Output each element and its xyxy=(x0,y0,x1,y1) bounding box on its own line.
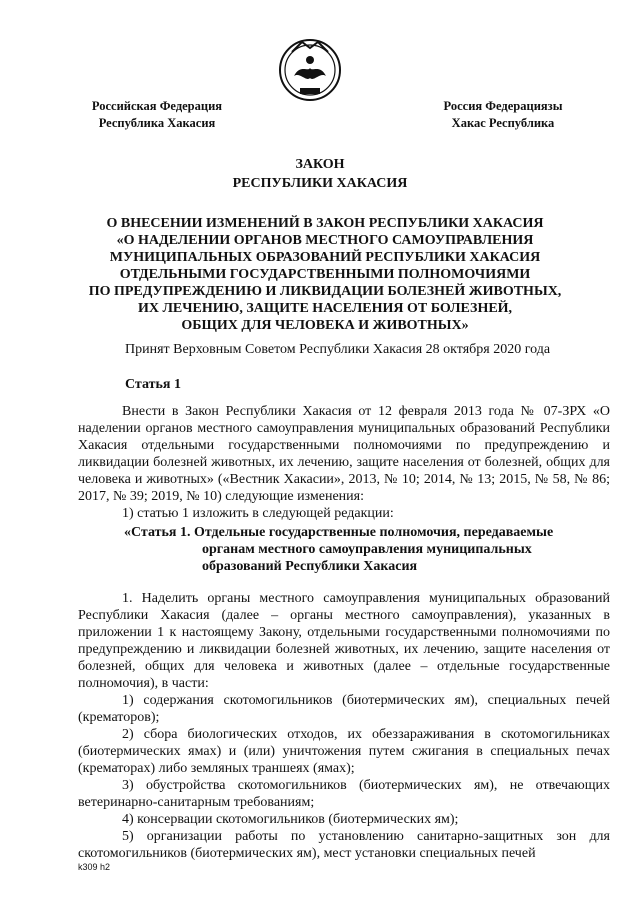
subject-line: МУНИЦИПАЛЬНЫХ ОБРАЗОВАНИЙ РЕСПУБЛИКИ ХАКАСИЯ xyxy=(109,250,541,265)
article-1-heading: Статья 1 xyxy=(125,377,181,392)
subject-line: ОТДЕЛЬНЫМИ ГОСУДАРСТВЕННЫМИ ПОЛНОМОЧИЯМИ xyxy=(119,267,531,282)
document-code: k309 h2 xyxy=(78,862,111,872)
new-article-heading-line: «Статья 1. Отдельные государственные полномочия, передаваемые xyxy=(124,525,554,540)
article-1-body xyxy=(78,403,610,522)
republic-name-kjh: Хакас Республика xyxy=(451,116,555,130)
adoption-line: Принят Верховным Советом Республики Хакасия 28 октября 2020 года xyxy=(125,342,551,357)
new-article-heading-line: органам местного самоуправления муниципальных xyxy=(202,542,532,557)
list-item: 3) обустройства скотомогильников (биотермических ям), не отвечающих ветеринарно-санитарным требованиям; xyxy=(78,778,610,810)
paragraph-1: 1. Наделить органы местного самоуправления муниципальных образований Республики Хакасия (далее – органы местного самоуправления), указанных в приложении 1 к настоящему Закону, отдельными государственными полномочиями по предупреждению и ликвидации болезней животных, их лечению, защите населения от болезней, общих для человека и животных (далее – отдельные государственные полномочия), в части: xyxy=(78,591,610,691)
subject-line: «О НАДЕЛЕНИИ ОРГАНОВ МЕСТНОГО САМОУПРАВЛЕНИЯ xyxy=(116,233,534,248)
list-item: 2) сбора биологических отходов, их обеззараживания в скотомогильниках (биотермических ямах) и (или) уничтожения путем сжигания в специальных печах (крематорах) либо земляных траншеях (ямах); xyxy=(78,727,610,776)
subject-line: ИХ ЛЕЧЕНИЮ, ЗАЩИТЕ НАСЕЛЕНИЯ ОТ БОЛЕЗНЕЙ, xyxy=(137,301,513,316)
country-name-kjh: Россия Федерациязы xyxy=(443,99,563,113)
new-article-heading-line: образований Республики Хакасия xyxy=(202,559,418,574)
subject-line: ПО ПРЕДУПРЕЖДЕНИЮ И ЛИКВИДАЦИИ БОЛЕЗНЕЙ ЖИВОТНЫХ, xyxy=(88,284,562,299)
republic-name-ru: Республика Хакасия xyxy=(98,116,216,130)
subject-line: О ВНЕСЕНИИ ИЗМЕНЕНИЙ В ЗАКОН РЕСПУБЛИКИ ХАКАСИЯ xyxy=(106,216,544,231)
list-item: 1) содержания скотомогильников (биотермических ям), специальных печей (крематоров); xyxy=(78,693,610,725)
item-1-intro: 1) статью 1 изложить в следующей редакции: xyxy=(122,506,394,521)
list-item: 5) организации работы по установлению санитарно-защитных зон для скотомогильников (биотермических ям), мест установки специальных печей xyxy=(78,829,610,861)
header-left xyxy=(82,98,232,132)
law-issuer: РЕСПУБЛИКИ ХАКАСИЯ xyxy=(232,176,408,191)
law-subject xyxy=(60,215,590,334)
header-right xyxy=(433,98,573,132)
subject-line: ОБЩИХ ДЛЯ ЧЕЛОВЕКА И ЖИВОТНЫХ» xyxy=(181,318,469,333)
new-article-heading xyxy=(124,524,604,575)
law-title: ЗАКОН xyxy=(295,157,345,172)
country-name-ru: Российская Федерация xyxy=(91,99,223,113)
new-article-body xyxy=(78,590,610,862)
coat-of-arms-emblem xyxy=(278,38,342,102)
list-item: 4) консервации скотомогильников (биотермических ям); xyxy=(122,812,459,827)
article-1-text: Внести в Закон Республики Хакасия от 12 февраля 2013 года № 07-ЗРХ «О наделении органов местного самоуправления муниципальных образований Республики Хакасия отдельными государственными полномочиями по предупреждению и ликвидации болезней животных, их лечению, защите населения от болезней, общих для человека и животных» («Вестник Хакасии», 2013, № 10; 2014, № 13; 2015, № 58, № 86; 2017, № 39; 2019, № 10) следующие изменения: xyxy=(78,404,610,504)
